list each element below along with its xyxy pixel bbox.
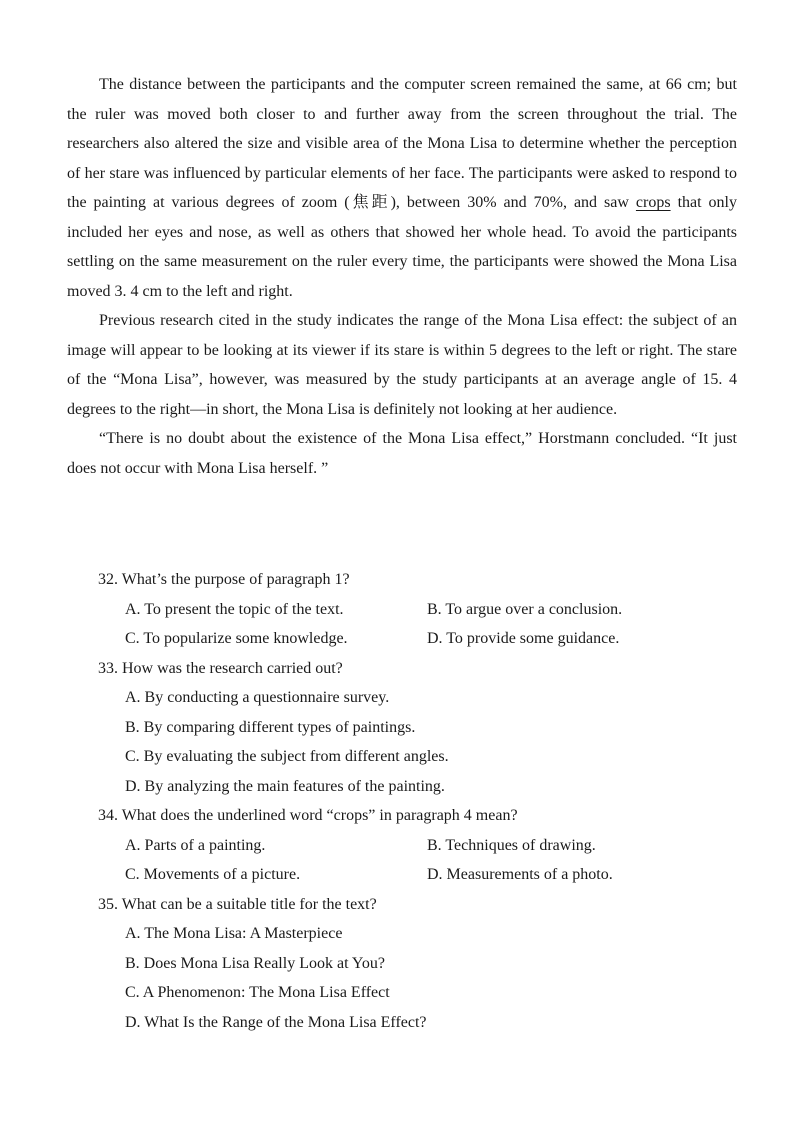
option-c: C. By evaluating the subject from different angles. — [125, 748, 449, 765]
underlined-word-crops: crops — [635, 194, 671, 211]
option-a: A. Parts of a painting. — [125, 836, 266, 854]
reading-passage — [67, 70, 737, 483]
option-b: B. Does Mona Lisa Really Look at You? — [125, 954, 385, 972]
question-stem: 32. What’s the purpose of paragraph 1? — [98, 571, 350, 588]
answer-options — [98, 919, 738, 1037]
question-stem: 33. How was the research carried out? — [98, 659, 343, 677]
question-list — [98, 565, 738, 1037]
option-d: D. To provide some guidance. — [427, 630, 620, 647]
option-d: D. What Is the Range of the Mona Lisa Effect? — [125, 1013, 427, 1031]
question-stem: 34. What does the underlined word “crops” in paragraph 4 mean? — [98, 807, 518, 824]
option-a: A. By conducting a questionnaire survey. — [125, 689, 390, 706]
option-d: D. By analyzing the main features of the painting. — [125, 777, 445, 795]
answer-options — [98, 595, 738, 654]
option-c: C. Movements of a picture. — [125, 866, 301, 883]
option-b: B. To argue over a conclusion. — [427, 600, 623, 618]
question-34 — [98, 801, 738, 890]
question-33 — [98, 654, 738, 802]
option-c: C. A Phenomenon: The Mona Lisa Effect — [125, 984, 390, 1001]
passage-paragraph-2: Previous research cited in the study indicates the range of the Mona Lisa effect: the subject of an image will appear to be looking at its viewer if its stare is within 5 degrees to the left or right. The stare of the “Mona Lisa”, however, was measured by the study participants at an average angle of 15. 4 degrees to the right—in short, the Mona Lisa is definitely not looking at her audience. — [67, 312, 737, 418]
question-35 — [98, 890, 738, 1038]
option-a: A. To present the topic of the text. — [125, 600, 344, 618]
option-d: D. Measurements of a photo. — [427, 866, 613, 883]
option-c: C. To popularize some knowledge. — [125, 630, 348, 647]
question-32 — [98, 565, 738, 654]
option-b: B. By comparing different types of paintings. — [125, 718, 416, 736]
option-b: B. Techniques of drawing. — [427, 836, 596, 854]
option-a: A. The Mona Lisa: A Masterpiece — [125, 925, 343, 942]
answer-options — [98, 683, 738, 801]
question-stem: 35. What can be a suitable title for the text? — [98, 895, 377, 913]
passage-paragraph-1: The distance between the participants and the computer screen remained the same, at 66 cm; but the ruler was moved both closer to and further away from the screen throughout the trial. The researchers also altered the size and visible area of the Mona Lisa to determine whether the perception of her stare was influenced by particular elements of her face. The participants were asked to respond to the painting at various degrees of zoom (焦距), between 30% and 70%, and saw crops that only included her eyes and nose, as well as others that showed her whole head. To avoid the participants settling on the same measurement on the ruler every time, the participants were showed the Mona Lisa moved 3. 4 cm to the left and right. — [67, 76, 737, 300]
answer-options — [98, 831, 738, 890]
passage-paragraph-3: “There is no doubt about the existence of the Mona Lisa effect,” Horstmann concluded. “It just does not occur with Mona Lisa herself. ” — [67, 430, 737, 477]
